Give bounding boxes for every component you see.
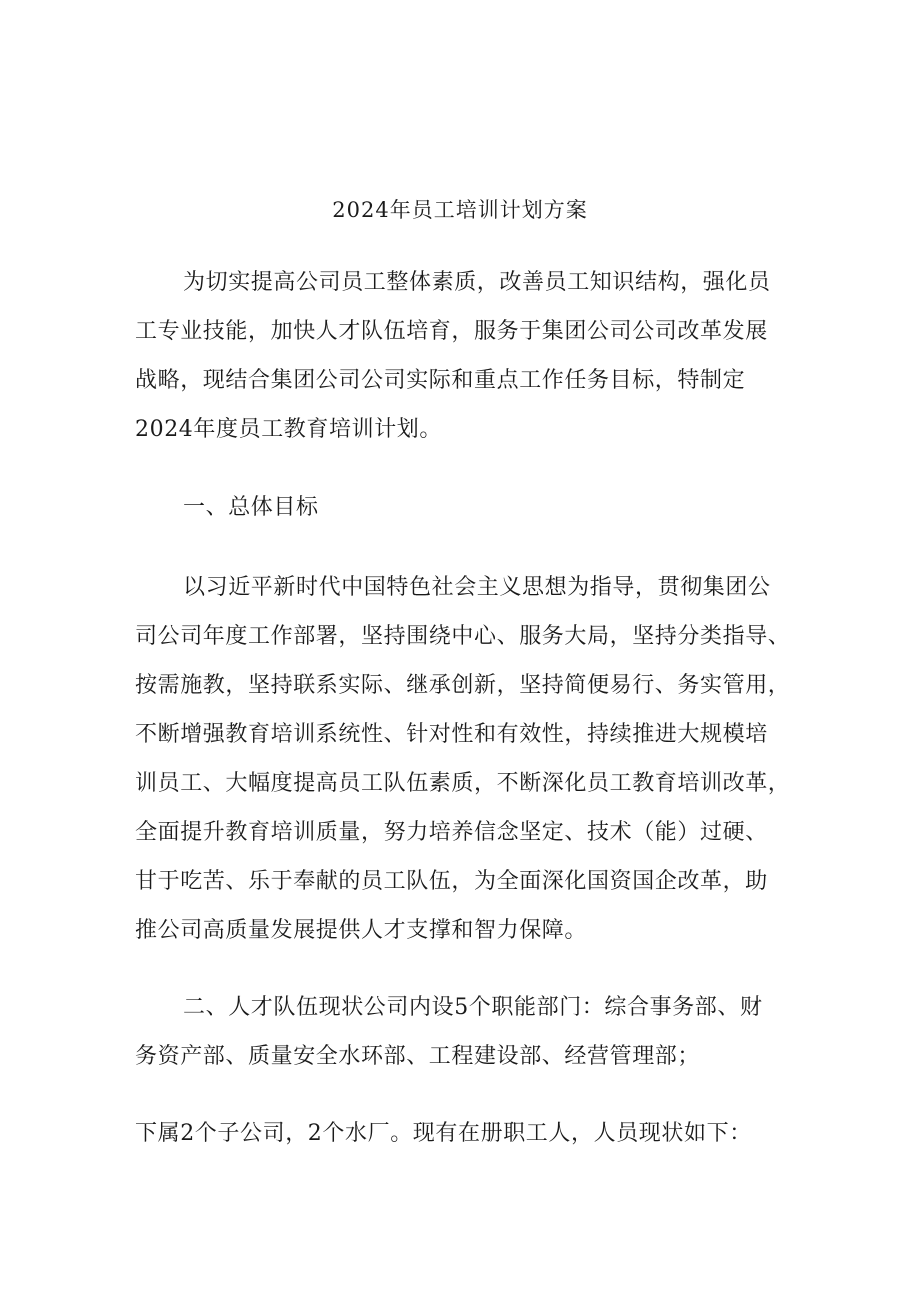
section2-line-1: 二、人才队伍现状公司内设5个职能部门：综合事务部、财 [183, 995, 763, 1020]
section1-line-4: 不断增强教育培训系统性、针对性和有效性，持续推进大规模培 [135, 722, 768, 747]
section2-tail-line: 下属2个子公司，2个水厂。现有在册职工人，人员现状如下： [135, 1121, 752, 1146]
intro-line-1: 为切实提高公司员工整体素质，改善员工知识结构，强化员 [183, 270, 771, 295]
section1-heading: 一、总体目标 [183, 495, 319, 520]
section1-line-7: 甘于吃苦、乐于奉献的员工队伍，为全面深化国资国企改革，助 [135, 869, 768, 894]
document-title: 2024年员工培训计划方案 [332, 198, 588, 222]
section1-line-6: 全面提升教育培训质量，努力培养信念坚定、技术（能）过硬、 [135, 820, 768, 845]
section1-line-3: 按需施教，坚持联系实际、继承创新，坚持简便易行、务实管用， [135, 673, 791, 698]
intro-line-2: 工专业技能，加快人才队伍培育，服务于集团公司公司改革发展 [135, 319, 768, 344]
intro-line-3: 战略，现结合集团公司公司实际和重点工作任务目标，特制定 [135, 368, 746, 393]
section1-line-5: 训员工、大幅度提高员工队伍素质，不断深化员工教育培训改革， [135, 771, 791, 796]
section1-line-2: 司公司年度工作部署，坚持围绕中心、服务大局，坚持分类指导、 [135, 624, 791, 649]
intro-line-4: 2024年度员工教育培训计划。 [135, 417, 442, 442]
section2-line-2: 务资产部、质量安全水环部、工程建设部、经营管理部； [135, 1044, 701, 1069]
section1-line-8: 推公司高质量发展提供人才支撑和智力保障。 [135, 918, 588, 943]
section1-line-1: 以习近平新时代中国特色社会主义思想为指导，贯彻集团公 [183, 575, 771, 600]
